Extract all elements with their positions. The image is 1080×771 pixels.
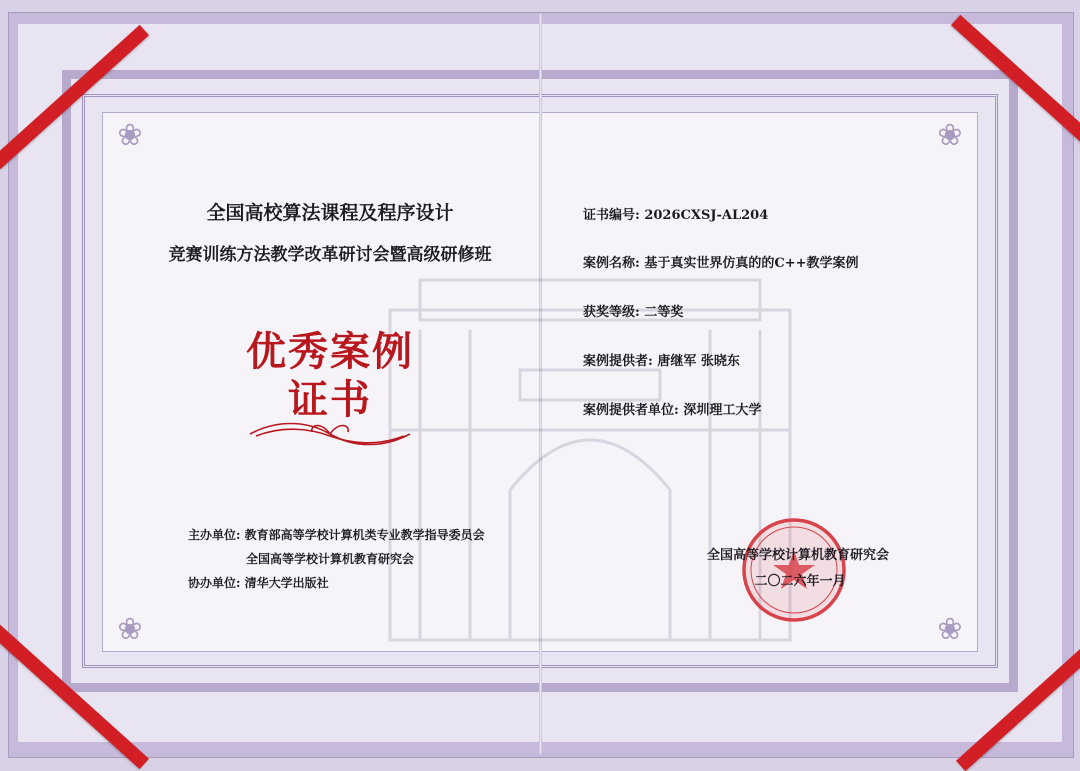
host-organization-2: 全国高等学校计算机教育研究会 (246, 552, 415, 566)
certificate-number (583, 204, 768, 223)
corner-ornament-icon: ❀ (117, 118, 143, 153)
field-value: 二等奖 (644, 305, 684, 320)
case-providers (583, 350, 740, 369)
field-label: 案例名称: (583, 256, 640, 271)
co-organizer-name: 清华大学出版社 (244, 576, 329, 590)
field-value: 2026CXSJ-AL204 (644, 208, 769, 223)
host-organization-1 (188, 526, 485, 543)
flourish-ornament-icon (246, 416, 414, 450)
host-label: 主办单位: (188, 528, 241, 542)
field-label: 案例提供者: (583, 354, 653, 369)
field-label: 案例提供者单位: (583, 403, 679, 418)
corner-ornament-icon: ❀ (117, 612, 143, 647)
corner-ornament-icon: ❀ (937, 118, 963, 153)
award-title: 优秀案例 (246, 328, 414, 375)
case-name (583, 252, 858, 271)
award-subtitle: 证书 (288, 376, 372, 423)
award-level (583, 301, 683, 320)
field-value: 唐继军 张晓东 (657, 354, 740, 369)
co-organizer (188, 574, 329, 591)
corner-ornament-icon: ❀ (937, 612, 963, 647)
co-organizer-label: 协办单位: (188, 576, 241, 590)
issue-date: 二〇二六年一月 (754, 574, 846, 589)
provider-institution (583, 399, 761, 418)
field-label: 获奖等级: (583, 305, 640, 320)
field-value: 深圳理工大学 (683, 403, 762, 418)
field-value: 基于真实世界仿真的的C++教学案例 (644, 256, 859, 271)
issuing-organization: 全国高等学校计算机教育研究会 (706, 548, 889, 563)
event-title-line2: 竞赛训练方法教学改革研讨会暨高级研修班 (168, 245, 492, 265)
event-title-line1: 全国高校算法课程及程序设计 (206, 202, 454, 224)
field-label: 证书编号: (583, 208, 640, 223)
host-org-1: 教育部高等学校计算机类专业教学指导委员会 (244, 528, 485, 542)
